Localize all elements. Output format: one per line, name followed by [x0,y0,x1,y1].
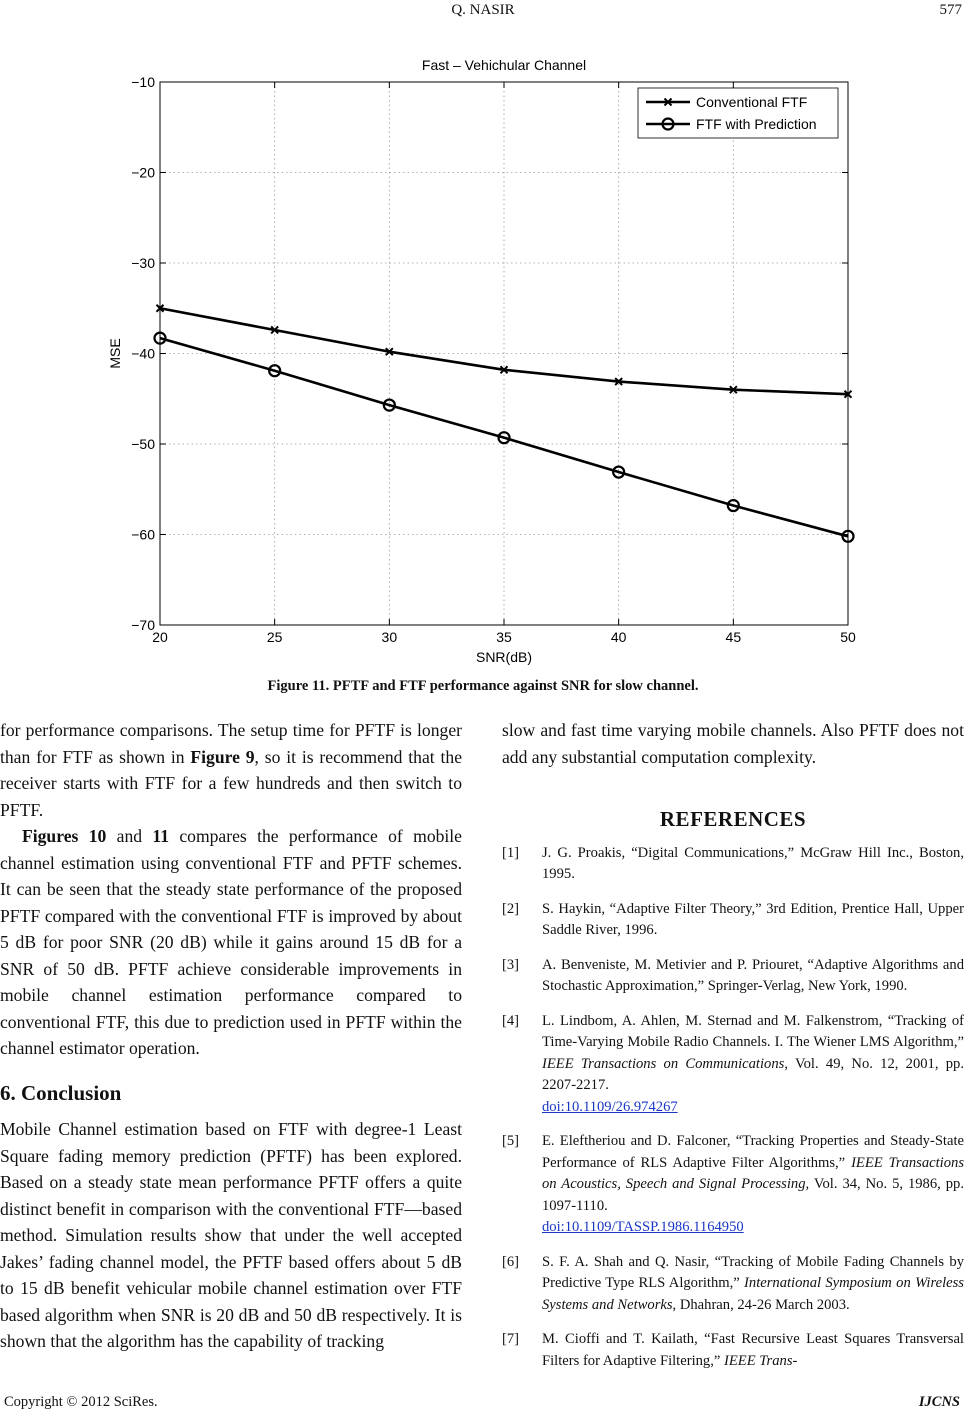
paragraph-conclusion: Mobile Channel estimation based on FTF with degree-1 Least Square fading memory prediction (PFTF) has been explored. Based on a steady state mean performance PFTF offers a quite distinct benefit in comparison with the conventional FTF—based method. Simulation results show that under the well accepted Jakes’ fading channel model, the PFTF based offers about 5 dB to 15 dB benefit vehicular mobile channel estimation over FTF based algorithm when SNR is 20 dB and 50 dB respectively. It is shown that the algorithm has the capability of tracking [0,1119,462,1351]
reference-number: [4] [502,1012,520,1029]
right-column [502,717,964,1385]
section-heading-conclusion: 6. Conclusion [0,1080,122,1105]
y-tick-label: −60 [131,526,155,543]
reference-item [502,1011,964,1119]
reference-text: S. Haykin, “Adaptive Filter Theory,” 3rd Edition, Prentice Hall, Upper Saddle River, 1996. [542,900,964,938]
reference-number: [1] [502,844,520,861]
reference-item [502,1252,964,1317]
reference-list [502,843,964,1373]
y-tick-label: −50 [131,436,155,452]
legend-label: Conventional FTF [696,94,808,110]
series-line-ftf-with-prediction [160,338,848,536]
reference-number: [2] [502,900,520,917]
paragraph-setup-time: for performance comparisons. The setup time for PFTF is longer than for FTF as shown in Figure 9, so it is recommend that the receiver starts with FTF for a few hundreds and then switch to PFTF. [0,720,463,820]
chart-title: Fast – Vehichular Channel [421,57,587,73]
x-tick-label: 50 [840,629,856,645]
y-tick-label: −30 [131,255,155,271]
footer-journal: IJCNS [918,1394,960,1410]
x-tick-label: 20 [152,629,168,645]
reference-item [502,1329,964,1372]
reference-number: [5] [502,1133,520,1149]
reference-item [502,955,964,998]
x-tick-label: 25 [266,629,283,645]
paragraph-comparison: Figures 10 and 11 compares the performance of mobile channel estimation using conventional FTF and PFTF schemes. It can be seen that the steady state performance of the proposed PFTF compared with the conventional FTF is improved by about 5 dB for poor SNR (20 dB) while it gains around 15 dB for a SNR of 50 dB. PFTF achieve considerable improvements in mobile channel estimation performance compared to conventional FTF, this due to prediction used in PFTF within the channel estimator operation. [0,826,462,1058]
references-heading: REFERENCES [659,807,807,831]
paragraph-tracking: slow and fast time varying mobile channels. Also PFTF does not add any substantial computation complexity. [502,720,964,767]
y-axis-label: MSE [107,338,123,369]
y-tick-label: −10 [131,74,155,90]
left-column [0,717,462,1355]
x-axis-label: SNR(dB) [475,649,533,665]
doi-link[interactable]: doi:10.1109/26.974267 [542,1098,678,1115]
doi-link[interactable]: doi:10.1109/TASSP.1986.1164950 [542,1219,744,1235]
reference-text: J. G. Proakis, “Digital Communications,” McGraw Hill Inc., Boston, 1995. [542,844,964,882]
running-header-author: Q. NASIR [451,2,515,18]
reference-number: [7] [502,1331,520,1347]
reference-text: L. Lindbom, A. Ahlen, M. Sternad and M. Falkenstrom, “Tracking of Time-Varying Mobile Radio Channels. I. The Wiener LMS Algorithm,” IEEE Transactions on Communications, Vol. 49, No. 12, 2001, pp. 2207-2217. doi:10.1109/26.974267 [542,1012,964,1115]
x-tick-label: 45 [725,629,742,645]
reference-item [502,843,964,886]
figure-caption: Figure 11. PFTF and FTF performance against SNR for slow channel. [267,678,699,694]
x-tick-label: 35 [496,629,512,645]
legend-label: FTF with Prediction [696,116,817,132]
reference-text: A. Benveniste, M. Metivier and P. Priouret, “Adaptive Algorithms and Stochastic Approximation,” Springer-Verlag, New York, 1990. [542,956,964,994]
footer-copyright: Copyright © 2012 SciRes. [4,1394,158,1410]
reference-text: S. F. A. Shah and Q. Nasir, “Tracking of Mobile Fading Channels by Predictive Type RLS Algorithm,” International Symposium on Wireless Systems and Networks, Dhahran, 24-26 March 2003. [542,1253,964,1313]
reference-item [502,899,964,942]
page-number: 577 [939,2,962,18]
reference-number: [6] [502,1253,520,1270]
reference-item [502,1131,964,1239]
reference-text: M. Cioffi and T. Kailath, “Fast Recursive Least Squares Transversal Filters for Adaptive Filtering,” IEEE Trans- [542,1331,964,1369]
x-tick-label: 40 [610,629,627,645]
line-chart [96,50,876,670]
reference-number: [3] [502,956,520,973]
y-tick-label: −20 [131,164,155,181]
x-tick-label: 30 [381,629,398,645]
y-tick-label: −40 [131,345,155,362]
y-tick-label: −70 [131,617,155,633]
reference-text: E. Eleftheriou and D. Falconer, “Tracking Properties and Steady-State Performance of RLS Adaptive Filter Algorithms,” IEEE Transactions on Acoustics, Speech and Signal Processing, Vol. 34, No. 5, 1986, pp. 1097-1110. doi:10.1109/TASSP.1986.1164950 [542,1133,964,1235]
